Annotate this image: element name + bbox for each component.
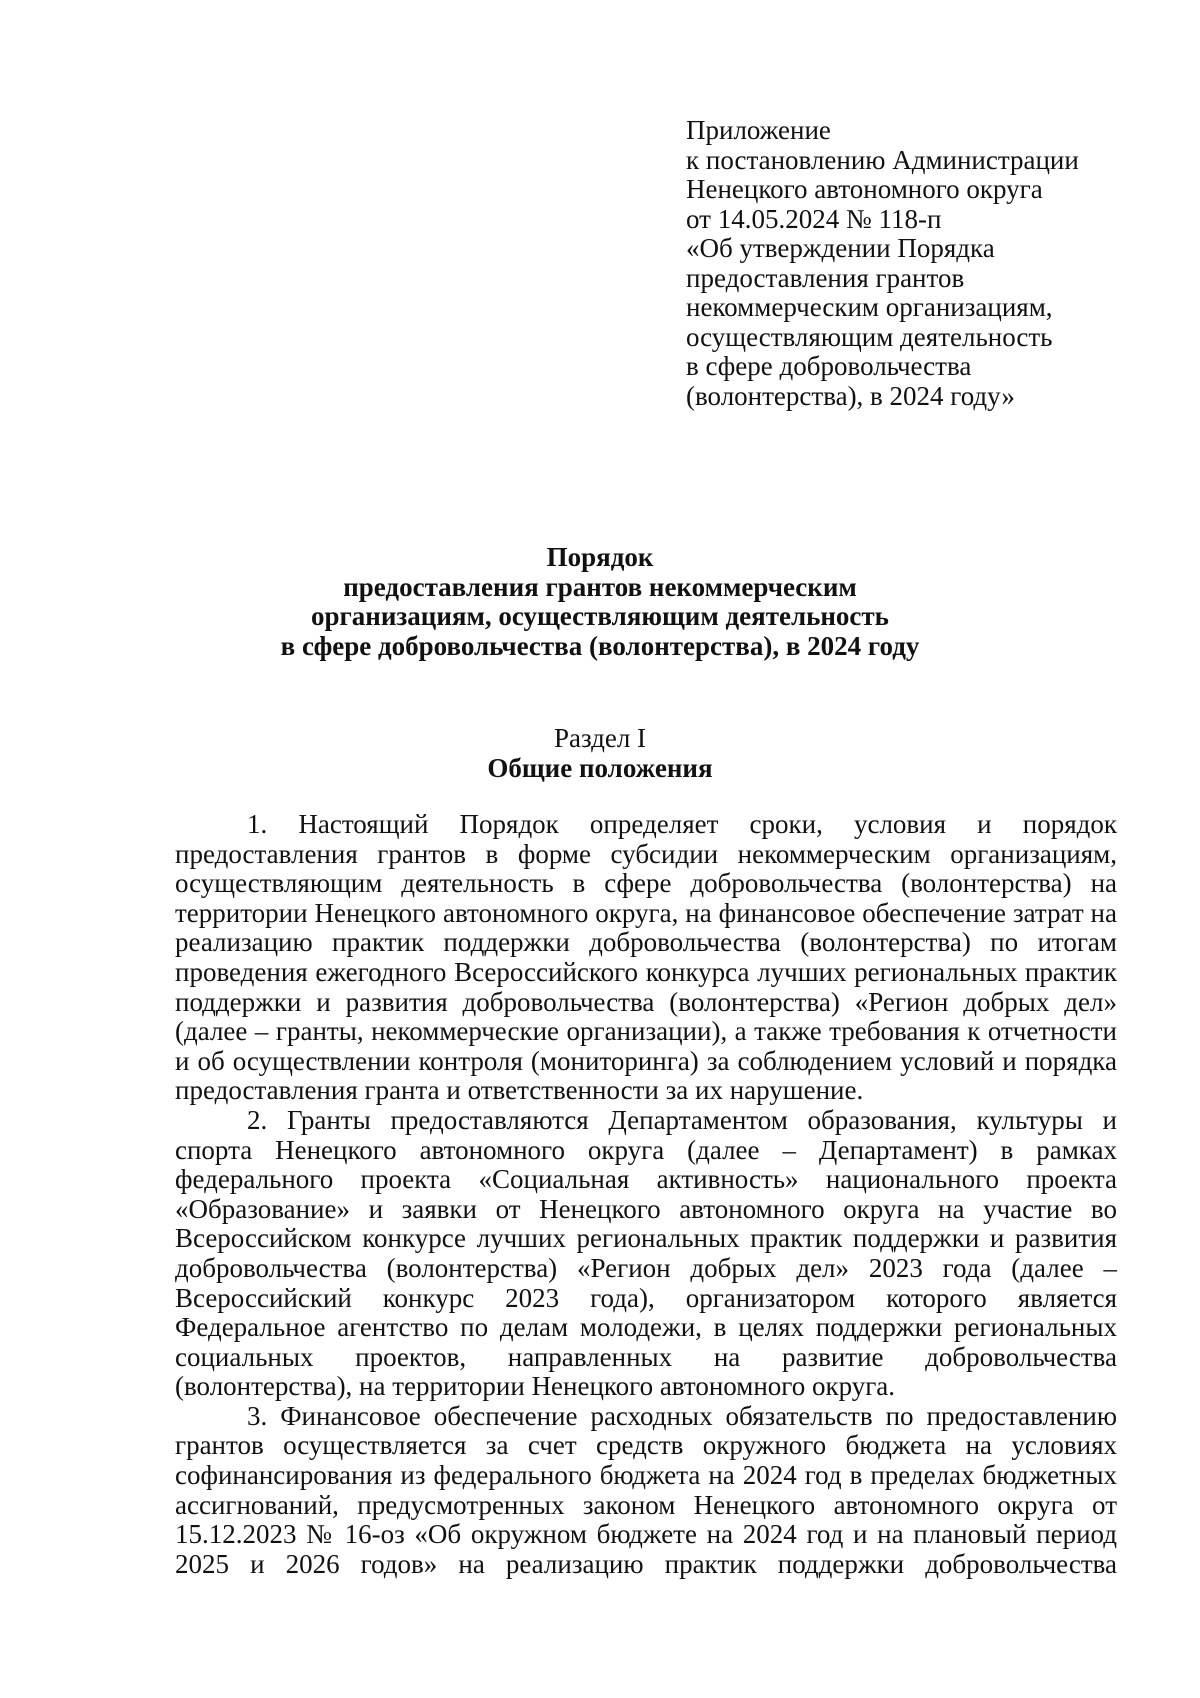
body-text: [175, 810, 1117, 1579]
section-number: Раздел I: [553, 723, 647, 753]
appendix-header: [686, 116, 1156, 411]
appendix-line: «Об утверждении Порядка: [686, 233, 995, 263]
appendix-line: к постановлению Администрации: [686, 144, 1079, 175]
document-title: [150, 543, 1050, 661]
title-line: предоставления грантов некоммерческим: [343, 571, 857, 602]
section-header: [150, 724, 1050, 783]
appendix-line: в сфере добровольчества: [686, 351, 972, 381]
title-line: в сфере добровольчества (волонтерства), в 2024 году: [280, 630, 920, 661]
paragraph-1: 1. Настоящий Порядок определяет сроки, условия и порядок предоставления грантов в форме субсидии некоммерческим организациям, осуществляющим деятельность в сфере добровольчества (волонтерства) на территории Ненецкого автономного округа, на финансовое обеспечение затрат на реализацию практик поддержки добровольчества (волонтерства) по итогам проведения ежегодного Всероссийского конкурса лучших региональных практик поддержки и развития добровольчества (волонтерства) «Регион добрых дел» (далее – гранты, некоммерческие организации), а также требования к отчетности и об осуществлении контроля (мониторинга) за соблюдением условий и порядка предоставления гранта и ответственности за их нарушение.: [175, 809, 1117, 1106]
paragraph-2: 2. Гранты предоставляются Департаментом образования, культуры и спорта Ненецкого автономного округа (далее – Департамент) в рамках федерального проекта «Социальная активность» национального проекта «Образование» и заявки от Ненецкого автономного округа на участие во Всероссийском конкурсе лучших региональных практик поддержки и развития добровольчества (волонтерства) «Регион добрых дел» 2023 года (далее – Всероссийский конкурс 2023 года), организатором которого является Федеральное агентство по делам молодежи, в целях поддержки региональных социальных проектов, направленных на развитие добровольчества (волонтерства), на территории Ненецкого автономного округа.: [175, 1104, 1117, 1402]
appendix-line: осуществляющим деятельность: [686, 321, 1053, 352]
title-line: Порядок: [546, 542, 654, 572]
appendix-line: Ненецкого автономного округа: [686, 174, 1043, 204]
appendix-line: Приложение: [686, 115, 831, 145]
appendix-line: предоставления грантов: [686, 262, 965, 293]
appendix-line: (волонтерства), в 2024 году»: [686, 380, 1015, 411]
appendix-line: некоммерческим организациям,: [686, 292, 1053, 322]
title-line: организациям, осуществляющим деятельность: [311, 601, 889, 631]
section-heading: Общие положения: [487, 752, 713, 783]
appendix-line: от 14.05.2024 № 118-п: [686, 203, 942, 234]
paragraph-3: 3. Финансовое обеспечение расходных обязательств по предоставлению грантов осуществляется за счет средств окружного бюджета на условиях софинансирования из федерального бюджета на 2024 год в пределах бюджетных ассигнований, предусмотренных законом Ненецкого автономного округа от 15.12.2023 № 16-оз «Об окружном бюджете на 2024 год и на плановый период 2025 и 2026 годов» на реализацию практик поддержки добровольчества: [175, 1400, 1117, 1579]
